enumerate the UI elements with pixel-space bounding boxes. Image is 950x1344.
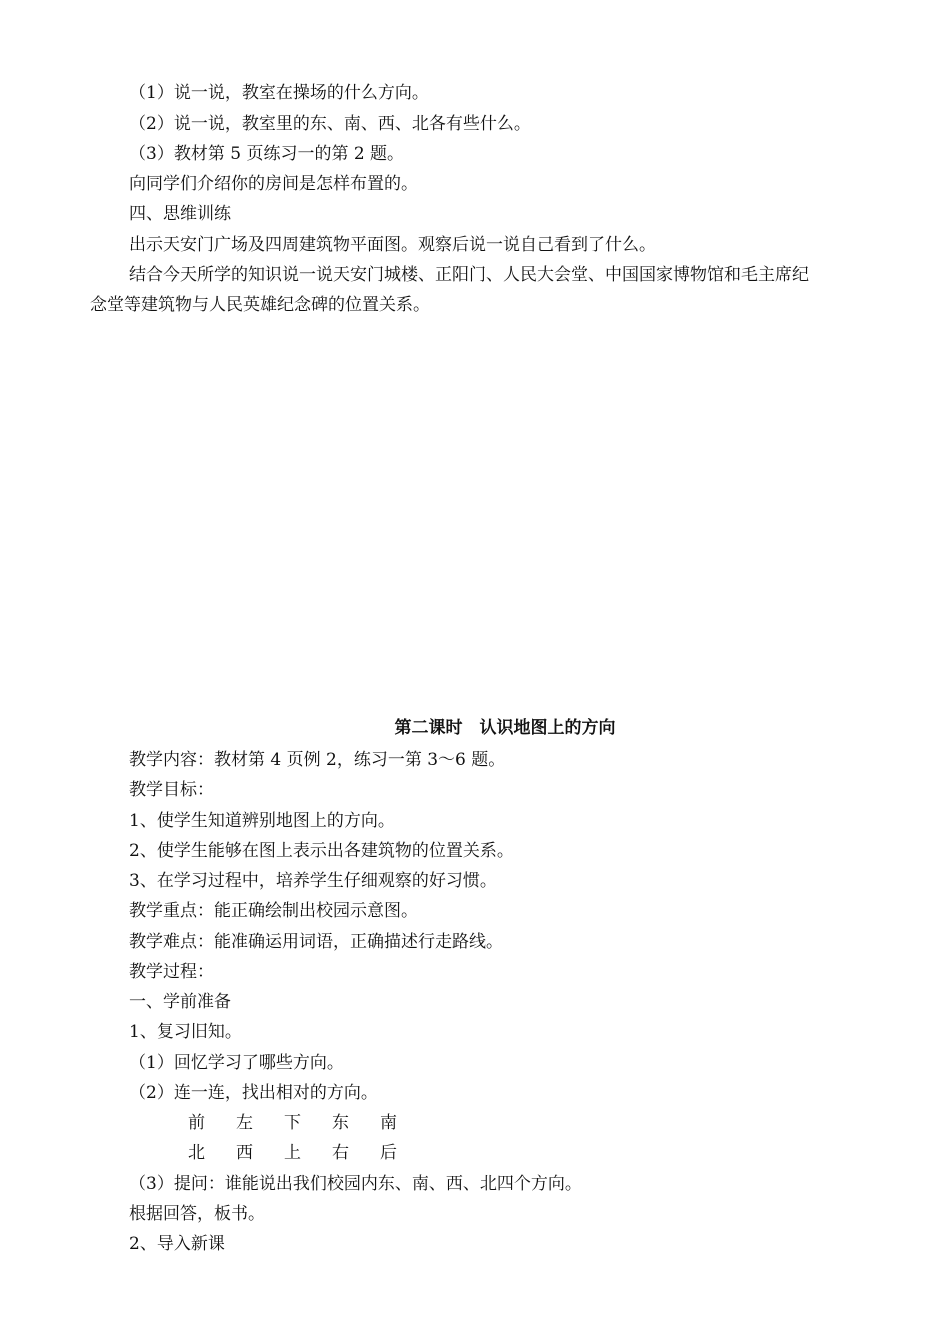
match-word: 上: [284, 1143, 301, 1163]
match-word: 北: [188, 1143, 205, 1163]
match-word: 后: [380, 1143, 397, 1163]
match-word: 左: [236, 1113, 253, 1133]
match-word: 西: [236, 1143, 253, 1163]
text-line: （1）说一说，教室在操场的什么方向。: [129, 83, 429, 103]
section-heading: 四、思维训练: [129, 204, 231, 224]
text-line: 向同学们介绍你的房间是怎样布置的。: [129, 174, 418, 194]
match-word: 南: [380, 1113, 397, 1133]
text-line: （3）教材第 5 页练习一的第 2 题。: [129, 144, 405, 164]
text-line: 教学内容：教材第 4 页例 2，练习一第 3～6 题。: [129, 750, 506, 770]
match-word: 东: [332, 1113, 349, 1133]
text-line: 根据回答，板书。: [129, 1204, 265, 1224]
text-line: 1、使学生知道辨别地图上的方向。: [129, 811, 395, 831]
text-line: （1）回忆学习了哪些方向。: [129, 1053, 344, 1073]
section-heading: 一、学前准备: [129, 992, 231, 1012]
text-line: （2）连一连，找出相对的方向。: [129, 1083, 378, 1103]
match-word: 前: [188, 1113, 205, 1133]
text-line: 教学过程：: [129, 962, 214, 982]
text-line: （3）提问：谁能说出我们校园内东、南、西、北四个方向。: [129, 1174, 582, 1194]
text-line: 教学目标：: [129, 780, 214, 800]
text-line: 2、使学生能够在图上表示出各建筑物的位置关系。: [129, 841, 514, 861]
text-line: 1、复习旧知。: [129, 1022, 242, 1042]
match-word: 下: [284, 1113, 301, 1133]
text-line: 教学重点：能正确绘制出校园示意图。: [129, 901, 418, 921]
lesson-title: 第二课时 认识地图上的方向: [394, 718, 616, 738]
text-line: 3、在学习过程中，培养学生仔细观察的好习惯。: [129, 871, 497, 891]
match-word: 右: [332, 1143, 349, 1163]
text-line: （2）说一说，教室里的东、南、西、北各有些什么。: [129, 114, 531, 134]
text-line: 2、导入新课: [129, 1234, 225, 1254]
text-line: 念堂等建筑物与人民英雄纪念碑的位置关系。: [90, 295, 430, 315]
text-line: 教学难点：能准确运用词语，正确描述行走路线。: [129, 932, 503, 952]
text-line: 结合今天所学的知识说一说天安门城楼、正阳门、人民大会堂、中国国家博物馆和毛主席纪: [129, 265, 809, 285]
text-line: 出示天安门广场及四周建筑物平面图。观察后说一说自己看到了什么。: [129, 235, 656, 255]
